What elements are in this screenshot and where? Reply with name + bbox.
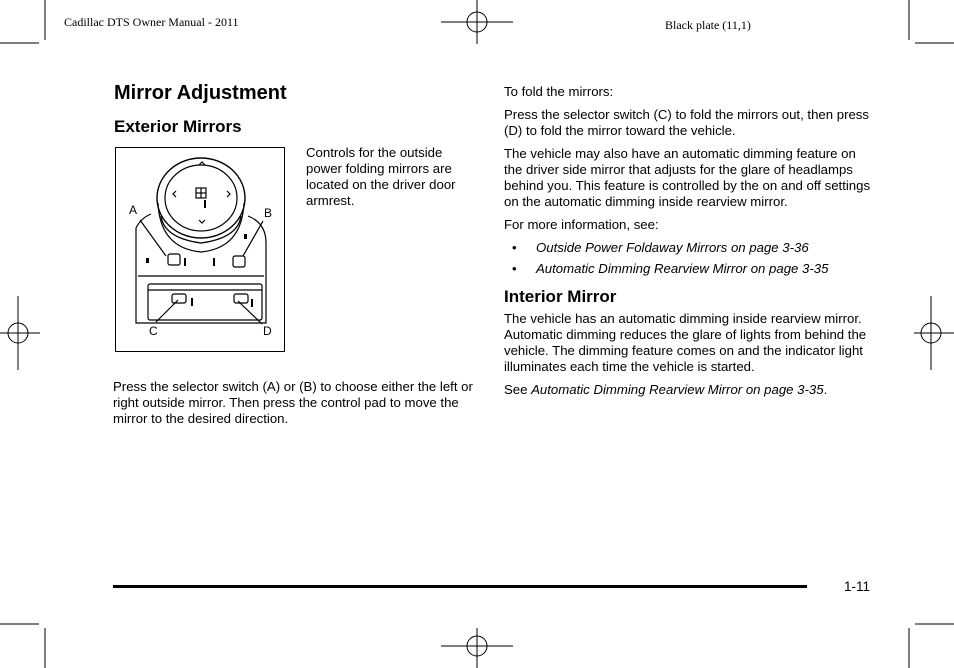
footer-rule xyxy=(113,585,807,588)
figure-label-a: A xyxy=(129,203,138,217)
exterior-mirrors-heading: Exterior Mirrors xyxy=(114,117,242,136)
figure-caption: Controls for the outside power folding mirrors are located on the driver door armrest. xyxy=(306,145,456,208)
bullet-icon: • xyxy=(512,261,517,276)
page-title: Mirror Adjustment xyxy=(114,82,287,104)
figure-label-b: B xyxy=(264,206,273,220)
mirror-controls-illustration xyxy=(116,148,283,350)
figure-label-c: C xyxy=(149,324,158,338)
fold-instructions: Press the selector switch (C) to fold the mirrors out, then press (D) to fold the mirror toward the vehicle. xyxy=(504,107,869,138)
reference-link-dimming[interactable]: Automatic Dimming Rearview Mirror on page 3-35 xyxy=(536,261,829,276)
selector-switch-paragraph: Press the selector switch (A) or (B) to choose either the left or right outside mirror. Then press the control pad to move the mirror to the desired direction. xyxy=(113,379,473,426)
see-reference-link[interactable]: Automatic Dimming Rearview Mirror on page 3-35 xyxy=(531,382,824,397)
mirror-controls-figure xyxy=(115,147,285,352)
header-manual-title: Cadillac DTS Owner Manual - 2011 xyxy=(64,15,239,29)
reference-link-foldaway[interactable]: Outside Power Foldaway Mirrors on page 3-36 xyxy=(536,240,809,255)
reference-list-item xyxy=(504,240,872,256)
interior-mirror-heading: Interior Mirror xyxy=(504,287,617,306)
see-suffix: . xyxy=(823,382,828,397)
fold-intro: To fold the mirrors: xyxy=(504,84,614,99)
figure-label-d: D xyxy=(263,324,272,338)
header-plate-label: Black plate (11,1) xyxy=(665,18,751,32)
page-number: 1-11 xyxy=(844,579,871,594)
see-reference xyxy=(504,382,872,398)
interior-mirror-paragraph: The vehicle has an automatic dimming inside rearview mirror. Automatic dimming reduces the glare of lights from behind the vehicle. The dimming feature comes on and the indicator light illuminates each time the vehicle is started. xyxy=(504,311,867,374)
reference-list-item xyxy=(504,261,872,277)
more-info-label: For more information, see: xyxy=(504,217,659,232)
bullet-icon: • xyxy=(512,240,517,255)
right-column xyxy=(504,84,872,405)
see-prefix: See xyxy=(504,382,532,397)
auto-dimming-paragraph: The vehicle may also have an automatic dimming feature on the driver side mirror that adjusts for the glare of headlamps behind you. This feature is controlled by the on and off settings on the automatic dimming inside rearview mirror. xyxy=(504,146,871,209)
